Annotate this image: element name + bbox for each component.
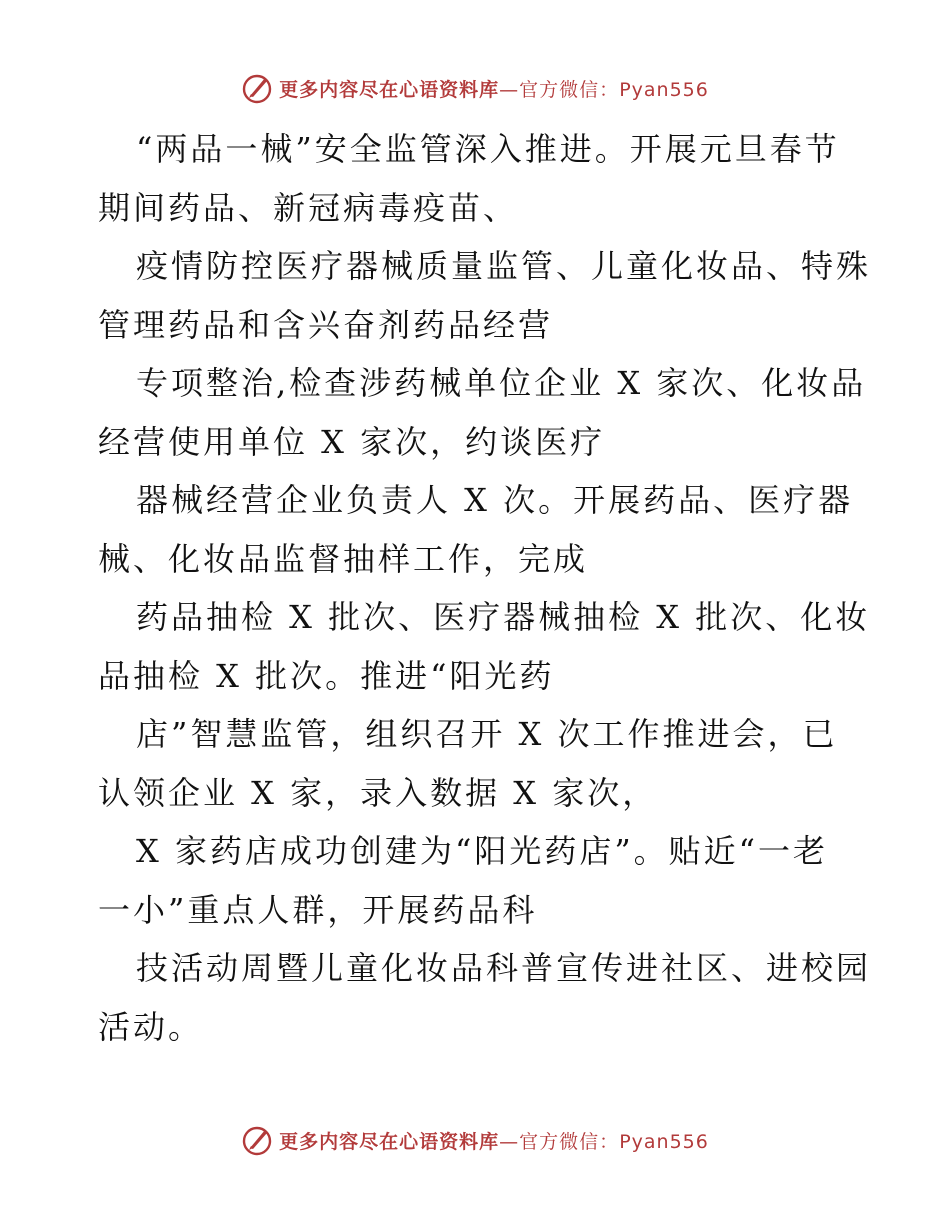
- quill-logo-icon: [241, 72, 273, 104]
- text-line: 一小”重点人群，开展药品科: [98, 890, 538, 929]
- banner-wechat-label: 官方微信：: [519, 1130, 620, 1153]
- banner-wechat-id: Pyan556: [619, 1130, 709, 1153]
- text-line: 药品抽检 X 批次、医疗器械抽检 X 批次、化妆: [136, 598, 871, 636]
- text-line: 店”智慧监管，组织召开 X 次工作推进会，已: [136, 715, 838, 753]
- header-banner: [0, 72, 950, 104]
- banner-separator: —: [499, 78, 520, 101]
- banner-text: [279, 75, 709, 102]
- banner-separator: —: [499, 1130, 520, 1153]
- text-line: 管理药品和含兴奋剂药品经营: [98, 305, 554, 344]
- footer-banner: [0, 1124, 950, 1156]
- document-body: [98, 120, 872, 1056]
- text-line: 专项整治,检查涉药械单位企业 X 家次、化妆品: [136, 364, 867, 402]
- text-line: X 家药店成功创建为“阳光药店”。贴近“一老: [136, 832, 829, 870]
- banner-wechat-id: Pyan556: [619, 78, 709, 101]
- text-line: 疫情防控医疗器械质量监管、儿童化妆品、特殊: [136, 247, 872, 285]
- text-line: “两品一械”安全监管深入推进。开展元旦春节: [136, 130, 840, 168]
- quill-logo-icon: [241, 1124, 273, 1156]
- text-line: 品抽检 X 批次。推进“阳光药: [98, 656, 555, 695]
- text-line: 活动。: [98, 1007, 204, 1046]
- banner-text: [279, 1127, 709, 1154]
- banner-wechat-label: 官方微信：: [519, 78, 620, 101]
- text-line: 经营使用单位 X 家次，约谈医疗: [98, 422, 606, 461]
- text-line: 器械经营企业负责人 X 次。开展药品、医疗器: [136, 481, 854, 519]
- text-line: 技活动周暨儿童化妆品科普宣传进社区、进校园: [136, 949, 872, 987]
- text-line: 期间药品、新冠病毒疫苗、: [98, 188, 519, 227]
- text-line: 认领企业 X 家，录入数据 X 家次，: [98, 773, 658, 812]
- text-line: 械、化妆品监督抽样工作，完成: [98, 539, 589, 578]
- banner-title: 更多内容尽在心语资料库: [279, 78, 500, 101]
- banner-title: 更多内容尽在心语资料库: [279, 1130, 500, 1153]
